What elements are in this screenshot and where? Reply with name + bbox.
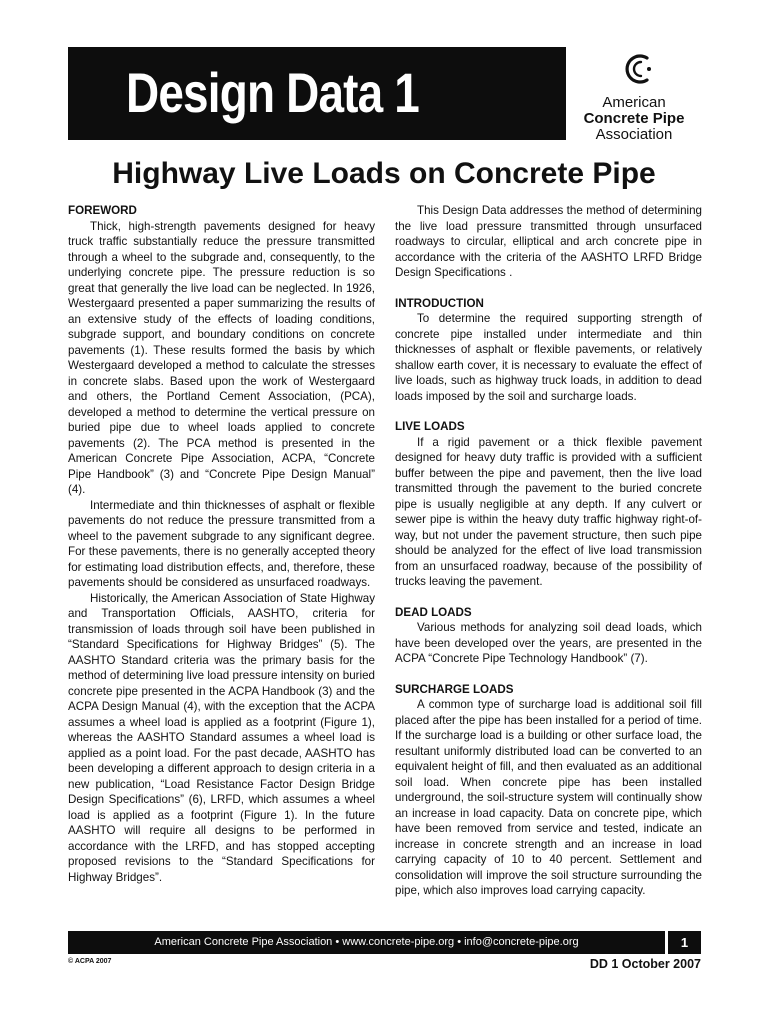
surcharge-loads-paragraph: A common type of surcharge load is additional soil fill placed after the pipe has been installed for a period of time. If the surcharge load is a building or other surface load, the resultant uniformly distributed load can be converted to an equivalent height of fill, and then evaluated as an additional soil load. When concrete pipe has been installed underground, the soil-structure system will continually show an increase in load capacity. Data on concrete pipe, which have been removed from service and tested, indicate an increase in concrete strength and an increase in load carrying capacity of 10 to 40 percent. Settlement and consolidation will improve the soil structure surrounding the pipe, which also improves load carrying capacity. [395, 698, 702, 897]
logo-text-association: Association [595, 126, 673, 143]
foreword-paragraph: Thick, high-strength pavements designed for heavy truck traffic substantially reduce the pressure transmitted through a wheel to the subgrade and, consequently, to the underlying concrete pipe. The pressure reduction is so great that generally the live load can be neglected. In 1926, Westergaard presented a paper summarizing the results of an extensive study of the effects of loading conditions, subgrade support, and boundary conditions on concrete pavements (1). These results formed the basis by which Westergaard developed a method to calculate the stresses in concrete slabs. Based upon the work of Westergaard and others, the Portland Cement Association, (PCA), developed a method to determine the vertical pressure on buried pipe due to wheel loads applied to concrete pavements (2). The PCA method is presented in the American Concrete Pipe Association, ACPA, “Concrete Pipe Handbook” (3) and “Concrete Pipe Design Manual” (4). [68, 219, 375, 496]
logo-text-american: American [602, 94, 666, 111]
header-banner [68, 47, 566, 140]
dead-loads-paragraph: Various methods for analyzing soil dead loads, which have been developed over the years, are presented in the ACPA “Concrete Pipe Technology Handbook” (7). [395, 621, 702, 665]
live-loads-heading: LIVE LOADS [395, 420, 465, 433]
document-title: Highway Live Loads on Concrete Pipe [112, 157, 656, 190]
surcharge-loads-heading: SURCHARGE LOADS [395, 682, 514, 696]
live-loads-paragraph: If a rigid pavement or a thick flexible pavement designed for heavy duty traffic is provided with a sufficient buffer between the pipe and pavement, then the live load transmitted through the pavement to the buried concrete pipe is usually negligible at any depth. If any culvert or sewer pipe is within the heavy duty traffic highway right-of-way, but not under the pavement structure, then such pipe should be analyzed for the effect of live load transmission from an unsurfaced roadway, because of the possibility of trucks leaving the pavement. [395, 435, 702, 588]
document-id: DD 1 October 2007 [589, 957, 701, 971]
page-number: 1 [668, 931, 701, 954]
right-column [395, 203, 702, 899]
acpa-logo [566, 47, 702, 143]
introduction-paragraph: To determine the required supporting strength of concrete pipe installed under intermediate and thin thicknesses of asphalt or flexible pavements, or relatively shallow earth cover, it is necessary to evaluate the effect of live loads, such as highway truck loads, in addition to dead loads imposed by the soil and surcharge loads. [395, 312, 702, 403]
dead-loads-heading: DEAD LOADS [395, 605, 472, 619]
introduction-heading: INTRODUCTION [395, 296, 484, 310]
logo-text-concrete-pipe: Concrete Pipe [583, 110, 685, 127]
foreword-paragraph: Historically, the American Association of State Highway and Transportation Officials, AASHTO, criteria for transmission of loads through soil have been published in “Standard Specifications for Highway Bridges” (5). The AASHTO Standard criteria was the primary basis for the method of determining live load pressure intensity on buried concrete pipe presented in the ACPA Handbook (3) and the ACPA Design Manual (4), with the exception that the ACPA assumes a wheel load is applied as a footprint (Figure 1), whereas the AASHTO Standard assumes a wheel load is applied as a point load. For the past decade, AASHTO has been developing a different approach to design criteria in a new publication, “Load Resistance Factor Design Bridge Design Specifications” (6), LRFD, which assumes a wheel load is applied as a footprint (Figure 1). In the future AASHTO will require all designs to be performed in accordance with the LRFD, and has stopped accepting proposed revisions to the “Standard Specifications for Highway Bridges”. [68, 591, 375, 884]
foreword-heading: FOREWORD [68, 204, 137, 217]
copyright-notice: © ACPA 2007 [68, 958, 112, 965]
footer-contact-bar: American Concrete Pipe Association • www.concrete-pipe.org • info@concrete-pipe.org [68, 931, 665, 954]
left-column [68, 203, 375, 885]
scope-paragraph: This Design Data addresses the method of determining the live load pressure transmitted through unsurfaced roadways to circular, elliptical and arch concrete pipe in accordance with the criteria of the AASHTO LRFD Bridge Design Specifications . [395, 204, 702, 279]
banner-title: Design Data 1 [126, 61, 420, 124]
foreword-paragraph: Intermediate and thin thicknesses of asphalt or flexible pavements do not reduce the pressure transmitted from a wheel to the pavement subgrade to any significant degree. For these pavements, there is no generally accepted theory for estimating load distribution effects, and, therefore, these pavements should be considered as unsurfaced roadways. [68, 498, 375, 589]
acpa-logo-icon [620, 51, 656, 87]
